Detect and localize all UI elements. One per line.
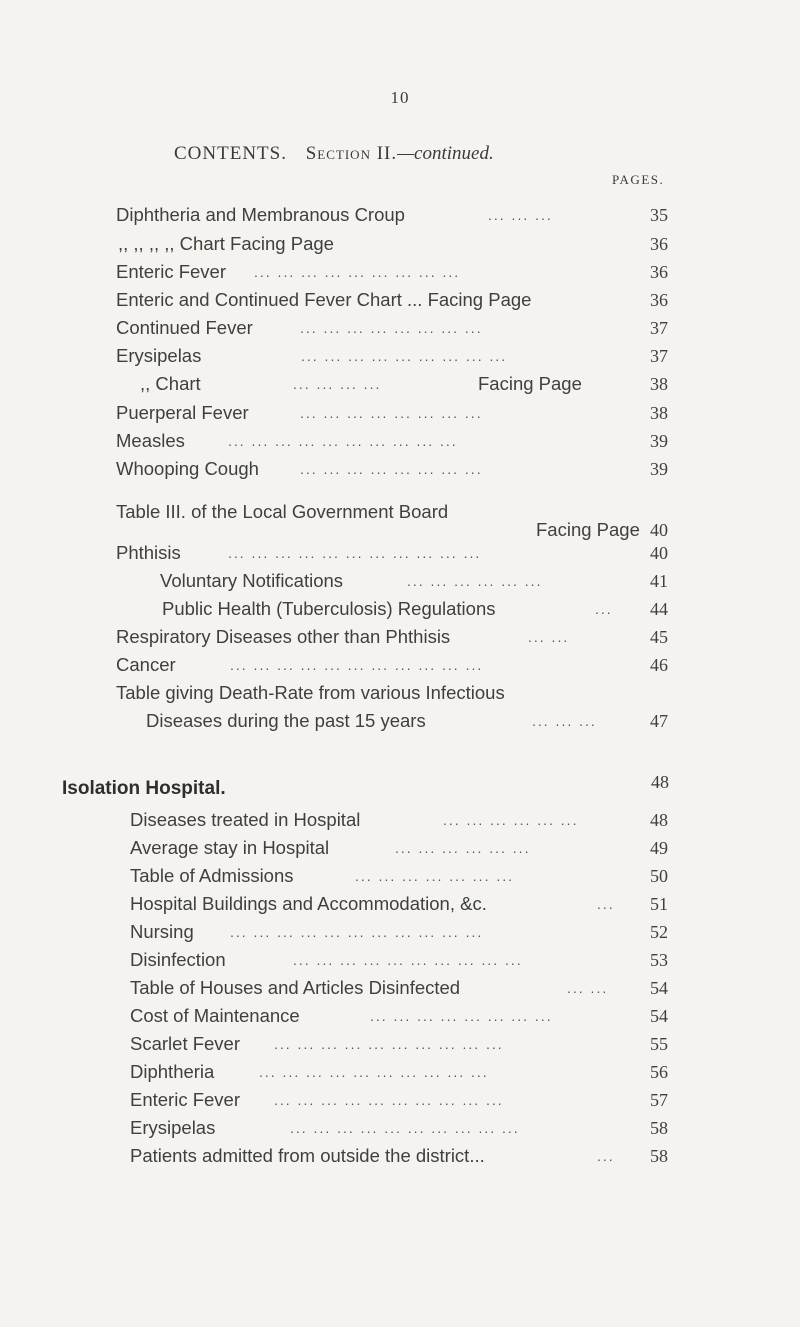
entry-page-number: 47 [650, 711, 668, 731]
entry-leader-dots: ... ... ... ... [293, 376, 382, 392]
entry-page-number: 54 [650, 1006, 668, 1026]
entry-leader-dots: ... ... ... ... ... ... ... ... ... ... [293, 952, 523, 968]
contents-entry [0, 863, 800, 889]
entry-label: Nursing [130, 921, 194, 942]
entry-label: Puerperal Fever [116, 402, 249, 423]
entry-label: Table of Admissions [130, 865, 294, 886]
contents-entry [0, 456, 800, 482]
entry-label: Erysipelas [116, 345, 202, 366]
entry-label: Voluntary Notifications [160, 570, 344, 591]
isolation-hospital-heading: Isolation Hospital. [62, 778, 226, 799]
entry-leader-dots: ... [595, 601, 613, 617]
entry-label: Table of Houses and Articles Disinfected [130, 977, 461, 998]
entry-leader-dots: ... ... ... ... ... ... ... ... ... [254, 264, 461, 280]
entry-page-number: 40 [650, 520, 668, 540]
entry-label: Diseases treated in Hospital [130, 809, 361, 830]
entry-page-number: 36 [650, 290, 668, 310]
entry-label: Scarlet Fever [130, 1033, 241, 1054]
contents-entry [0, 1115, 800, 1141]
entry-page-number: 36 [650, 234, 668, 254]
contents-entry [0, 400, 800, 426]
pages-column-label: PAGES. [612, 172, 665, 187]
contents-entry [0, 287, 800, 313]
entry-leader-dots: ... ... ... ... ... ... [407, 573, 543, 589]
entry-leader-dots: ... ... ... [488, 207, 553, 223]
entry-label: Hospital Buildings and Accommodation, &c. [130, 893, 487, 914]
entry-suffix: Facing Page [478, 373, 582, 394]
entry-leader-dots: ... ... [528, 629, 570, 645]
entry-label: Average stay in Hospital [130, 837, 330, 858]
contents-title: CONTENTS. [174, 143, 287, 164]
entry-leader-dots: ... ... [567, 980, 609, 996]
contents-entry [0, 202, 800, 228]
entry-leader-dots: ... ... ... ... ... ... ... ... ... ... ... [230, 657, 484, 673]
entry-page-number: 46 [650, 655, 668, 675]
isolation-hospital-page: 48 [651, 772, 669, 792]
entry-leader-dots: ... ... ... ... ... ... ... ... [300, 320, 483, 336]
contents-entry [0, 540, 800, 566]
page-number: 10 [390, 88, 410, 107]
entry-page-number: 35 [650, 205, 668, 225]
contents-entry [0, 947, 800, 973]
contents-entry [0, 708, 800, 734]
entry-page-number: 39 [650, 459, 668, 479]
contents-heading [174, 143, 494, 165]
contents-entry [0, 315, 800, 341]
entry-leader-dots: ... [597, 896, 615, 912]
entry-label: Table giving Death-Rate from various Infectious [116, 682, 505, 703]
contents-entry [0, 259, 800, 285]
contents-entry [0, 919, 800, 945]
entry-leader-dots: ... ... ... ... ... ... [443, 812, 579, 828]
contents-entry [0, 596, 800, 622]
entry-leader-dots: ... ... ... ... ... ... ... ... ... ... ... [230, 924, 484, 940]
entry-label: Enteric Fever [130, 1089, 241, 1110]
entry-label: Diphtheria [130, 1061, 215, 1082]
entry-leader-dots: ... ... ... ... ... ... ... ... [370, 1008, 553, 1024]
contents-entry [0, 975, 800, 1001]
entry-page-number: 37 [650, 346, 668, 366]
entry-leader-dots: ... ... ... [532, 713, 597, 729]
contents-entry [0, 1031, 800, 1057]
entry-page-number: 36 [650, 262, 668, 282]
entry-page-number: 38 [650, 403, 668, 423]
entry-label: Cost of Maintenance [130, 1005, 300, 1026]
entry-label: Respiratory Diseases other than Phthisis [116, 626, 451, 647]
entry-page-number: 53 [650, 950, 668, 970]
entry-page-number: 40 [650, 543, 668, 563]
entry-page-number: 54 [650, 978, 668, 998]
entry-page-number: 58 [650, 1118, 668, 1138]
entry-leader-dots: ... ... ... ... ... ... ... ... ... [301, 348, 508, 364]
entry-page-number: 39 [650, 431, 668, 451]
entry-page-number: 44 [650, 599, 668, 619]
entry-page-number: 45 [650, 627, 668, 647]
contents-entry [0, 835, 800, 861]
entry-leader-dots: ... ... ... ... ... ... ... ... ... ... [259, 1064, 489, 1080]
entry-page-number: 49 [650, 838, 668, 858]
entry-page-number: 41 [650, 571, 668, 591]
entry-label: Erysipelas [130, 1117, 216, 1138]
contents-entry [0, 428, 800, 454]
entry-page-number: 50 [650, 866, 668, 886]
entry-label: Diseases during the past 15 years [146, 710, 426, 731]
contents-entry [0, 1003, 800, 1029]
entry-label: Enteric Fever [116, 261, 227, 282]
entry-label: ,, Chart [140, 373, 201, 394]
contents-entry [0, 624, 800, 650]
entry-label: Patients admitted from outside the district... [130, 1145, 485, 1166]
contents-entry [0, 891, 800, 917]
entry-page-number: 58 [650, 1146, 668, 1166]
entry-label: Measles [116, 430, 185, 451]
entry-leader-dots: ... ... ... ... ... ... [395, 840, 531, 856]
entry-label: Facing Page [536, 519, 640, 540]
contents-entry [0, 680, 800, 706]
entry-leader-dots: ... ... ... ... ... ... ... ... ... ... ... [228, 545, 482, 561]
contents-entry [0, 231, 800, 257]
contents-entry [0, 568, 800, 594]
section-label: Section II. [305, 143, 398, 164]
entry-label: Enteric and Continued Fever Chart ... Facing Page [116, 289, 532, 310]
entry-label: Phthisis [116, 542, 181, 563]
entry-label: ,, ,, ,, ,, Chart Facing Page [118, 233, 334, 254]
contents-entry [0, 652, 800, 678]
contents-entry [0, 807, 800, 833]
entry-page-number: 57 [650, 1090, 668, 1110]
entry-label: Continued Fever [116, 317, 253, 338]
entry-label: Disinfection [130, 949, 226, 970]
entry-leader-dots: ... ... ... ... ... ... ... ... ... ... [228, 433, 458, 449]
entry-label: Diphtheria and Membranous Croup [116, 204, 405, 225]
entry-leader-dots: ... ... ... ... ... ... ... ... ... ... [274, 1036, 504, 1052]
entry-label: Table III. of the Local Government Board [116, 501, 449, 522]
entry-leader-dots: ... ... ... ... ... ... ... ... ... ... [290, 1120, 520, 1136]
entry-page-number: 48 [650, 810, 668, 830]
entry-leader-dots: ... ... ... ... ... ... ... [355, 868, 515, 884]
entry-leader-dots: ... ... ... ... ... ... ... ... [300, 461, 483, 477]
entry-leader-dots: ... [597, 1148, 615, 1164]
contents-entry [0, 343, 800, 369]
contents-entry [0, 1059, 800, 1085]
contents-entry [0, 1143, 800, 1169]
entry-label: Cancer [116, 654, 176, 675]
entry-leader-dots: ... ... ... ... ... ... ... ... ... ... [274, 1092, 504, 1108]
continued-label: —continued. [397, 143, 494, 164]
contents-entry [0, 371, 800, 397]
entry-label: Public Health (Tuberculosis) Regulations [162, 598, 496, 619]
entry-page-number: 51 [650, 894, 668, 914]
entry-page-number: 56 [650, 1062, 668, 1082]
entry-page-number: 38 [650, 374, 668, 394]
entry-page-number: 37 [650, 318, 668, 338]
entry-page-number: 55 [650, 1034, 668, 1054]
entry-leader-dots: ... ... ... ... ... ... ... ... [300, 405, 483, 421]
entry-page-number: 52 [650, 922, 668, 942]
contents-entry [0, 1087, 800, 1113]
entry-label: Whooping Cough [116, 458, 259, 479]
